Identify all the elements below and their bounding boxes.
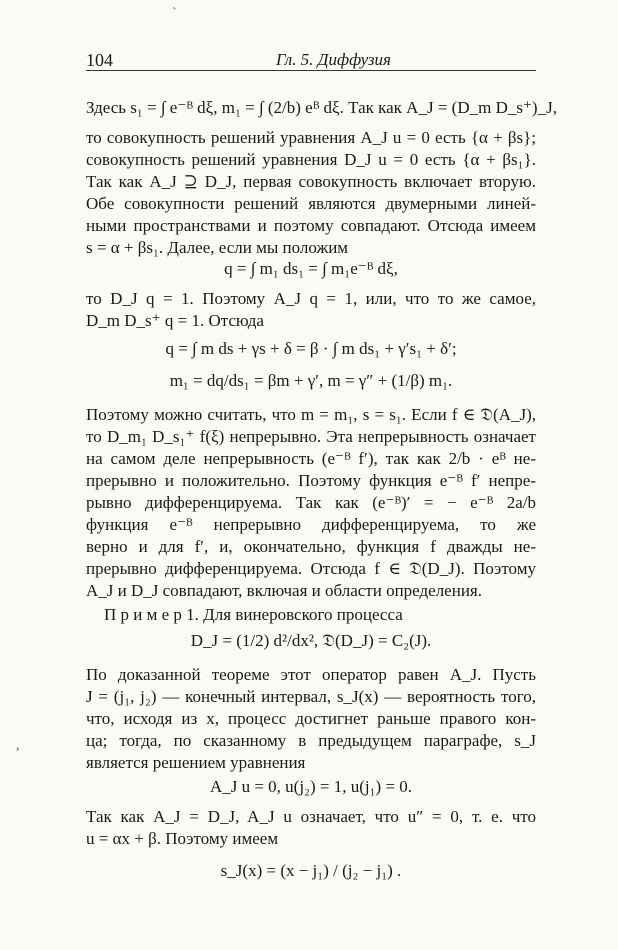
example-heading: П р и м е р 1. Для винеровского процесса (104, 605, 403, 624)
text-line: Так как A_J ⊇ D_J, первая совокупность включает вторую. (86, 172, 536, 191)
text-line: что, исходя из x, процесс достигнет раньше правого кон- (86, 709, 536, 728)
text-line: то D_J q = 1. Поэтому A_J q = 1, или, что то же самое, (86, 289, 536, 308)
text-line: верно и для f′, и, окончательно, функция f дважды не- (86, 537, 536, 556)
text-line: прерывно и положительно. Поэтому функция e⁻ᴮ f′ непре- (86, 471, 536, 490)
text-line: Обе совокупности решений являются двумерными линей- (86, 194, 536, 213)
text-line: s = α + βs₁. Далее, если мы положим (86, 238, 349, 257)
formula: m₁ = dq/ds₁ = βm + γ′, m = γ″ + (1/β) m₁. (169, 371, 453, 390)
chapter-title: Гл. 5. Диффузия (276, 50, 391, 69)
text-line: ными пространствами и поэтому совпадают. Отсюда имеем (86, 216, 536, 235)
formula: A_J u = 0, u(j₂) = 1, u(j₁) = 0. (209, 777, 413, 796)
text-line: то совокупность решений уравнения A_J u = 0 есть {α + βs}; (86, 128, 536, 147)
formula: s_J(x) = (x − j₁) / (j₂ − j₁) . (220, 861, 402, 880)
formula: q = ∫ m ds + γs + δ = β · ∫ m ds₁ + γ′s₁ + δ′; (165, 339, 457, 358)
text-line: Здесь s₁ = ∫ e⁻ᴮ dξ, m₁ = ∫ (2/b) eᴮ dξ. Так как A_J = (D_m D_s⁺)_J, (86, 98, 557, 117)
running-header (86, 48, 536, 71)
text-line: D_m D_s⁺ q = 1. Отсюда (86, 311, 264, 330)
text-line: рывно дифференцируема. Так как (e⁻ᴮ)′ = − e⁻ᴮ 2a/b (86, 493, 536, 512)
text-line: По доказанной теореме этот оператор равен A_J. Пусть (86, 665, 536, 684)
text-line: прерывно дифференцируема. Отсюда f ∈ 𝔇(D_J). Поэтому (86, 559, 536, 578)
text-line: J = (j₁, j₂) — конечный интервал, s_J(x) — вероятность того, (86, 687, 536, 706)
text-line: A_J и D_J совпадают, включая и области определения. (86, 581, 482, 600)
text-line: ца; тогда, по сказанному в предыдущем параграфе, s_J (86, 731, 536, 750)
text-line: совокупность решений уравнения D_J u = 0 есть {α + βs₁}. (86, 150, 536, 169)
text-line: то D_m₁ D_s₁⁺ f(ξ) непрерывно. Эта непрерывность означает (86, 427, 536, 446)
text-line: на самом деле непрерывность (e⁻ᴮ f′), так как 2/b · eᴮ не- (86, 449, 536, 468)
formula: D_J = (1/2) d²/dx², 𝔇(D_J) = C₂(J). (190, 631, 432, 650)
page-number: 104 (86, 50, 113, 70)
text-line: Поэтому можно считать, что m = m₁, s = s₁. Если f ∈ 𝔇(A_J), (86, 405, 536, 424)
text-line: u = αx + β. Поэтому имеем (86, 829, 279, 848)
scan-mark: ` (172, 6, 177, 21)
formula: q = ∫ m₁ ds₁ = ∫ m₁e⁻ᴮ dξ, (224, 259, 398, 278)
text-line: является решением уравнения (86, 753, 306, 772)
text-line: Так как A_J = D_J, A_J u означает, что u″ = 0, т. е. что (86, 807, 536, 826)
scan-mark: , (16, 738, 20, 753)
text-line: функция e⁻ᴮ непрерывно дифференцируема, то же (86, 515, 536, 534)
